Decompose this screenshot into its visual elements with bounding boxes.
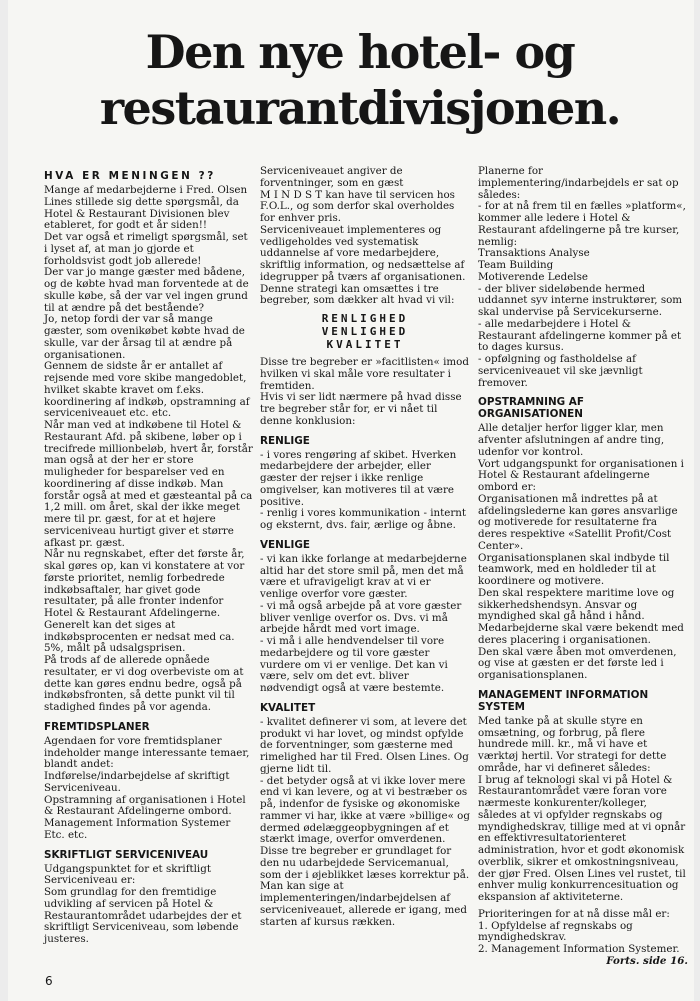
value-venlighed: VENLIGHED — [321, 325, 409, 338]
paragraph: Agendaen for vore fremtidsplaner indeholder mange interessante temaer, blandt andet: — [44, 734, 250, 771]
paragraph: - vi må i alle hendvendelser til vore medarbejdere og til vore gæster vurdere om vi er venlige. Det kan vi være, selv om det evt. bliver nødvendigt også at være bestemte. — [260, 635, 448, 694]
paragraph: Serviceniveauet angiver de forventninger, som en gæst — [260, 165, 404, 189]
continued-on-page-note: Forts. side 16. — [606, 954, 688, 967]
paragraph: I brug af teknologi skal vi på Hotel & Restaurantområdet være foran vore nærmeste konkurenter/kolleger, således at vi opfylder regnskabs og myndighedskrav, tillige med at vi opnår en effektivresultatorienteret administration, hvor et godt økonomisk overblik, sikrer et omkostningsniveau, der gjør Fred. Olsen Lines vel rustet, til enhver mulig konkurrencesituation og ekspansion af aktiviteterne. — [478, 773, 686, 903]
course-item: Transaktions Analyse — [478, 247, 590, 260]
paragraph: Etc. etc. — [44, 828, 88, 841]
page-edge-right — [694, 0, 700, 1001]
paragraph: På trods af de allerede opnåede resultater, er vi dog overbeviste om at dette kan gøres endnu bedre, også på indkøbsfronten, så dette punkt vil til stadighed findes på vor agenda. — [44, 654, 244, 713]
paragraph: Vort udgangspunkt for organisationen i Hotel & Restaurant afdelingerne ombord er: — [478, 457, 684, 493]
paragraph: - opfølgning og fastholdelse af serviceniveauet vil ske jævnligt fremover. — [478, 353, 643, 389]
paragraph: - alle medarbejdere i Hotel & Restaurant afdelingerne kommer på et to dages kursus. — [478, 317, 682, 354]
page-number: 6 — [45, 974, 53, 988]
paragraph: Serviceniveauet implementeres og vedligeholdes ved systematisk uddannelse af vore medarbejdere, skriftlig information, og nedsættelse af idegrupper på tværs af organisationen. — [260, 223, 466, 283]
priority-item: 2. Management Information Systemer. — [478, 943, 680, 955]
paragraph: Planerne for implementering/indarbejdels er sat op således: — [478, 165, 679, 201]
paragraph: Som grundlag for den fremtidige udvikling af servicen på Hotel & Restaurantområdet udarbejdes der et skriftligt Serviceniveau, som løbende justeres. — [44, 886, 242, 945]
paragraph: - i vores rengøring af skibet. Hverken medarbejdere der arbejder, eller gæster der rejser i ikke renlige omgivelser, kan motiveres til at være positive. — [260, 448, 457, 508]
paragraph: Den skal respektere maritime love og sikkerhedshendsyn. Ansvar og myndighed skal gå hånd i hånd. Medarbejderne skal være bekendt med deres placering i organisationen. — [478, 586, 684, 646]
heading-kvalitet: KVALITET — [260, 701, 316, 714]
paragraph: Man kan sige at implementeringen/indarbejdelsen af serviceniveauet, allerede er igang, med starten af kursus rækken. — [260, 880, 467, 928]
paragraph: Opstramning af organisationen i Hotel & Restaurant Afdelingerne ombord. — [44, 793, 246, 818]
page-edge-left — [0, 0, 8, 1001]
paragraph: Prioriteringen for at nå disse mål er: — [478, 907, 670, 920]
paragraph: M I N D S T kan have til servicen hos F.O.L., og som derfor skal overholdes for enhver pris. — [260, 188, 455, 224]
paragraph: Mange af medarbejderne i Fred. Olsen Lines stillede sig dette spørgsmål, da Hotel & Restaurant Divisionen blev etableret, for godt et år siden!! — [44, 184, 248, 232]
heading-venlige: VENLIGE — [260, 538, 310, 551]
paragraph: Alle detaljer herfor ligger klar, men afventer afslutningen af andre ting, udenfor vor kontrol. — [478, 422, 665, 458]
paragraph: Det var også et rimeligt spørgsmål, set i lyset af, at man jo gjorde et forholdsvist godt job allerede! — [44, 231, 248, 267]
column-1 — [44, 166, 254, 946]
paragraph: - for at nå frem til en fælles »platform«, kommer alle ledere i Hotel & Restaurant afdelingerne på tre kurser, nemlig: — [478, 200, 686, 248]
value-renlighed: RENLIGHED — [321, 312, 409, 325]
headline-line-2: restaurantdivisjonen. — [99, 81, 621, 135]
value-kvalitet: KVALITET — [326, 338, 404, 351]
paragraph: Den skal være åben mot omverdenen, og vise at gæsten er det første led i organisationsplanen. — [478, 645, 677, 681]
heading-opstramning-af-organisationen: OPSTRAMNING AF ORGANISATIONEN — [478, 396, 584, 421]
paragraph: Management Information Systemer — [44, 817, 231, 829]
paragraph: Der var jo mange gæster med bådene, og de købte hvad man forventede at de skulle købe, så der var vel ingen grund til at ændre på det bestående? — [44, 266, 249, 314]
paragraph: Jo, netop fordi der var så mange gæster, som ovenikøbet købte hvad de skulle, var der årsag til at ændre på organisationen. — [44, 313, 245, 361]
paragraph: Disse tre begreber er »facitlisten« imod hvilken vi skal måle vore resultater i fremtiden. — [260, 356, 469, 392]
heading-fremtidsplaner: FREMTIDSPLANER — [44, 720, 150, 733]
heading-hva-er-meningen: HVA ER MENINGEN ?? — [44, 170, 216, 182]
course-item: Motiverende Ledelse — [478, 270, 588, 283]
column-3 — [478, 166, 688, 968]
headline — [60, 24, 660, 136]
heading-renlige: RENLIGE — [260, 434, 310, 447]
paragraph: Disse tre begreber er grundlaget for den nu udarbejdede Servicemanual, som der i øjeblikket læses korrektur på. — [260, 845, 470, 881]
paragraph: Hvis vi ser lidt nærmere på hvad disse tre begreber står for, er vi nået til denne konklusion: — [260, 391, 462, 427]
paragraph: Organisationen må indrettes på at afdelingslederne kan gøres ansvarlige og motiverede for resultaterne fra deres respektive «Satellit Profit/Cost Center». — [478, 492, 678, 552]
headline-line-1: Den nye hotel- og — [145, 25, 575, 79]
paragraph: Gennem de sidste år er antallet af rejsende med vore skibe mangedoblet, hvilket skabte kravet om f.eks. koordinering af indkøb, opstramning af serviceniveauet etc. etc. — [44, 360, 250, 420]
paragraph: - vi kan ikke forlange at medarbejderne altid har det store smil på, men det må være et ufravigeligt krav at vi er venlige overfor vore gæster. — [260, 552, 467, 600]
paragraph: Udgangspunktet for et skriftligt Serviceniveau er: — [44, 862, 211, 887]
heading-skriftligt-serviceniveau: SKRIFTLIGT SERVICENIVEAU — [44, 848, 209, 861]
core-values-list — [260, 312, 470, 351]
paragraph: - det betyder også at vi ikke lover mere end vi kan levere, og at vi bestræber os på, indenfor de fysiske og økonomiske rammer vi har, ikke at være »billige« og dermed ødelæggeopbygningen af et stærkt image, overfor omverdenen. — [260, 774, 470, 846]
heading-management-information-system: MANAGEMENT INFORMATION SYSTEM — [478, 688, 649, 713]
paragraph: Denne strategi kan omsættes i tre begreber, som dækker alt hvad vi vil: — [260, 282, 455, 307]
paragraph: - vi må også arbejde på at vore gæster bliver venlige overfor os. Dvs. vi må arbejde hårdt med vort image. — [260, 599, 462, 636]
paragraph: Når nu regnskabet, efter det første år, skal gøres op, kan vi konstatere at vor første prioritet, nemlig forbedrede indkøbsaftaler, har givet gode resultater, på alle fronter indenfor Hotel & Restaurant Afdelingerne. Generelt kan det siges at indkøbsprocenten er nedsat med ca. 5%, målt på udsalgsprisen. — [44, 548, 245, 655]
paragraph: Indførelse/indarbejdelse af skriftigt Serviceniveau. — [44, 770, 230, 794]
paragraph: Med tanke på at skulle styre en omsætning, og forbrug, på flere hundrede mill. kr., må vi have et værktøj hertil. Vor strategi for dette område, har vi defineret således: — [478, 714, 667, 774]
priority-item: 1. Opfyldelse af regnskabs og myndighedskrav. — [478, 919, 633, 944]
paragraph: Organisationsplanen skal indbyde til teamwork, med en holdleder til at koordinere og motivere. — [478, 551, 670, 587]
course-item: Team Building — [478, 259, 554, 271]
paragraph: - renlig i vores kommunikation - internt og eksternt, dvs. fair, ærlige og åbne. — [260, 507, 467, 531]
column-2 — [260, 166, 470, 928]
paragraph: - der bliver sideløbende hermed uddannet syv interne instruktører, som skal undervise på Servicekurserne. — [478, 282, 683, 318]
paragraph: - kvalitet definerer vi som, at levere det produkt vi har lovet, og mindst opfylde de forventninger, som gæsterne med rimelighed har til Fred. Olsen Lines. Og gjerne lidt til. — [260, 715, 469, 775]
paragraph: Når man ved at indkøbene til Hotel & Restaurant Afd. på skibene, løber op i trecifrede millionbeløb, hvert år, forstår man også at der her er store muligheder for besparelser ved en koordinering af disse indkøb. Man forstår også at med et gæsteantal på ca 1,2 mill. om året, skal der ikke meget mere til pr. gæst, for at et højere serviceniveau hurtigt giver et større afkast pr. gæst. — [44, 419, 253, 549]
